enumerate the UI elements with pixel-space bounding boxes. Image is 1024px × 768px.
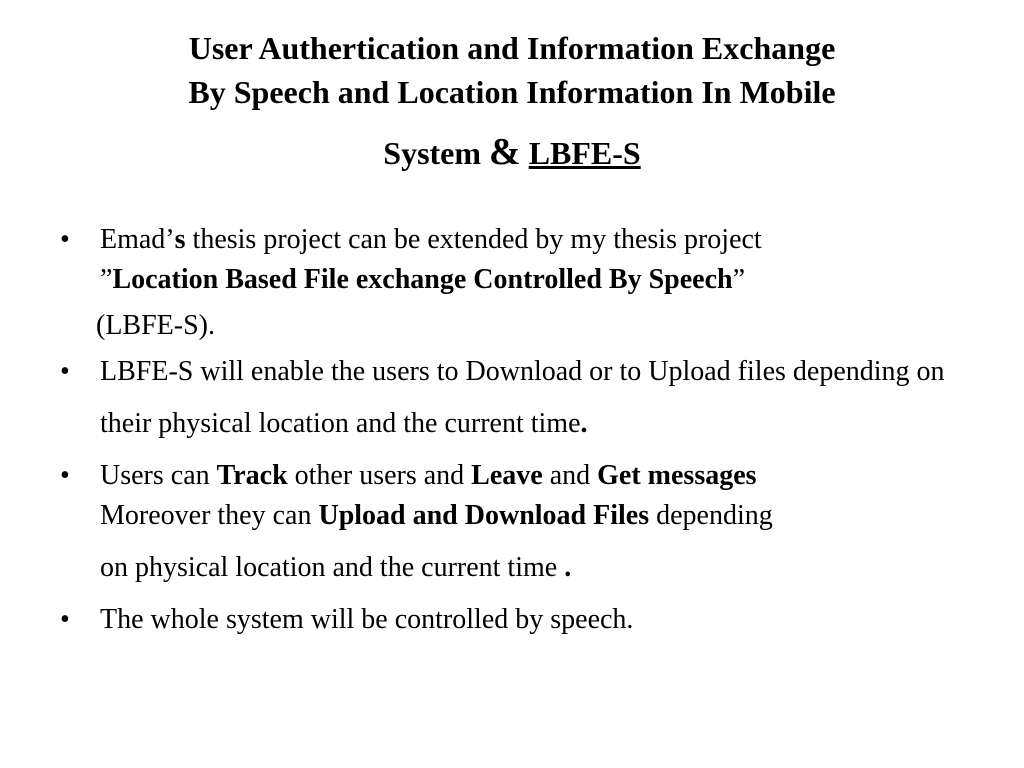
bullet-item-2 (60, 346, 980, 450)
bullet-dot-icon: • (60, 460, 70, 491)
bullet-1-quote-open: ” (100, 264, 113, 295)
slide-title (0, 26, 1024, 175)
bullet-4-text: The whole system will be controlled by speech. (100, 604, 634, 635)
bullet-1-project-name: Location Based File exchange Controlled By Speech (112, 264, 733, 295)
bullet-3-leave: Leave (471, 460, 543, 491)
bullet-3-text-f: on physical location and the current time (100, 552, 558, 583)
bullet-3-text-a: Users can (100, 460, 217, 491)
bullet-dot-icon: • (60, 224, 70, 255)
bullet-3-upload-download: Upload and Download Files (318, 500, 650, 531)
bullet-3-text-b: other users and (287, 460, 472, 491)
bullet-3-period: . (557, 552, 572, 583)
bullet-item-3 (60, 456, 980, 588)
bullet-1-text-b: s (174, 224, 186, 255)
bullet-dot-icon: • (60, 356, 70, 387)
bullet-item-1 (60, 220, 980, 346)
bullet-1-text-c: thesis project can be extended by my thesis project (185, 224, 762, 255)
bullet-item-4 (60, 600, 980, 640)
bullet-dot-icon: • (60, 604, 70, 635)
title-lbfe-s: LBFE-S (528, 135, 641, 171)
bullet-1-quote-close: ” (732, 264, 746, 295)
title-line-2: By Speech and Location Information In Mobile (188, 74, 836, 110)
bullet-3-text-e: depending (649, 500, 773, 531)
title-line-3 (0, 130, 1024, 175)
bullet-1-abbrev: (LBFE-S). (96, 310, 215, 341)
bullet-2-period: . (580, 408, 588, 439)
bullet-3-track: Track (216, 460, 288, 491)
title-system: System (383, 135, 482, 171)
title-line-1: User Authertication and Information Exchange (188, 30, 836, 66)
bullet-1-text-a: Emad’ (100, 224, 175, 255)
bullet-3-last-line (100, 548, 980, 588)
bullet-3-text-c: and (542, 460, 598, 491)
title-ampersand: & (489, 131, 521, 173)
bullet-3-get-messages: Get messages (597, 460, 757, 491)
bullet-3-text-d: Moreover they can (100, 500, 319, 531)
bullet-list (60, 220, 980, 640)
bullet-2-text: LBFE-S will enable the users to Download or to Upload files depending on their physical location and the current time (100, 356, 945, 439)
